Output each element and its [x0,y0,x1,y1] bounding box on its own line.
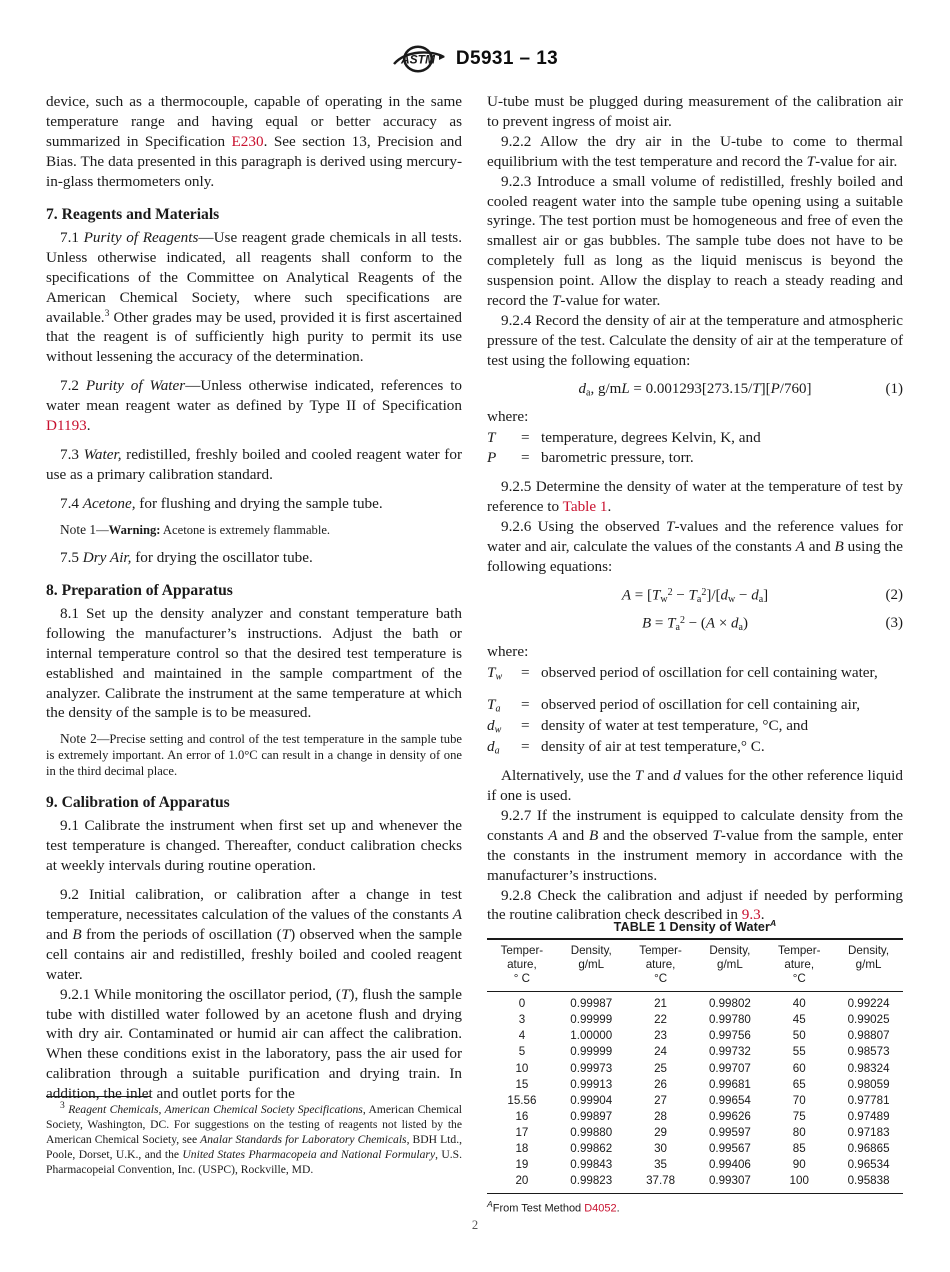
equation-3-body: $B = T_a^2 - (A \times d_a)$ [642,614,748,633]
text-run: . [86,417,91,435]
table-title-footnote-marker: A [770,918,777,928]
table-cell: 0.99567 [708,1142,751,1156]
table-row [487,1109,903,1125]
table-1-container [487,918,903,1215]
equation-1-number: (1) [885,380,903,397]
table-row [487,1060,903,1076]
text-run: ][ [760,380,771,397]
text-run: If the instrument is equipped to calculate density from the constants [487,806,903,844]
table-row [487,1044,903,1060]
symbol: T [487,429,496,447]
table-cell: 20 [515,1174,529,1188]
table-row [487,1028,903,1044]
clause-number: 9.2.1 [60,985,91,1003]
em-dash: — [96,522,109,537]
variable-a: A [452,906,462,924]
symbol-base: T [487,696,496,714]
definition-list-1 [487,428,903,468]
subscript-a: a [586,387,591,399]
variable-t: T [666,517,675,535]
table-body [487,992,903,1194]
equals-sign: = [521,737,530,755]
definition-text: barometric pressure, torr. [541,449,694,467]
definition-row [487,428,903,448]
paragraph-9-2-6 [487,517,903,577]
clause-number: 9.2.5 [501,478,532,496]
table-cell: 15 [515,1077,529,1091]
table-cell: 0.99756 [708,1029,751,1043]
where-label-1: where: [487,408,529,426]
text-run: -values and the reference values for water and air, calculate the values of the constants [487,517,903,555]
definition-text: observed period of oscillation for cell containing air, [541,696,861,714]
clause-number: 7.1 [60,228,79,246]
equation-1 [487,380,903,400]
text-run: ) observed when the sample cell contains air and redistilled, freshly boiled and cooled reagent water. [46,925,462,983]
equals-sign: = [521,696,530,714]
table-title-text: TABLE 1 Density of Water [613,920,771,935]
term-italic: Purity of Water [85,377,186,395]
paragraph-8-1 [46,604,462,723]
warning-label: Warning: [108,522,161,537]
section-heading-7: 7. Reagents and Materials [46,205,220,223]
variable-d: d [578,380,587,397]
equals-sign: = [521,429,530,447]
footnote-3 [46,1100,463,1178]
symbol-subscript: w [495,671,503,683]
table-cell: 4 [518,1029,526,1043]
text-run: —Unless otherwise indicated, references to water mean reagent water as defined by Type II of Specification [46,377,463,415]
clause-number: 7.2 [60,377,79,395]
table-cell: 0.99904 [570,1093,613,1107]
text-run: -value from the sample, enter the constants in the instrument memory in accordance with the manufacturer’s instructions. [487,826,903,884]
text-run: and [46,925,73,943]
table-cell: 65 [792,1077,806,1091]
text-run: ), flush the sample tube with distilled water followed by an acetone flush and drying with dry air. Contaminated or humid air can affect the calibration. When these conditions exist in the laboratory, pass the air used for calibration through a suitable purification and drying train. In addition, the inlet and outlet ports for the [46,985,462,1103]
reference-link-table-1[interactable]: Table 1 [562,497,608,515]
table-cell: 80 [792,1125,806,1139]
definition-list-2 [487,663,903,757]
table-cell: 40 [792,997,806,1011]
paragraph-7-3 [46,445,462,485]
paragraph-9-2-2 [487,132,903,172]
table-row [487,992,903,1013]
table-cell: 0.99597 [708,1125,751,1139]
table-cell: 22 [654,1013,668,1027]
paragraph-9-2-1 [46,985,462,1104]
astm-logo [392,44,446,74]
footnote-title-1: Reagent Chemicals, American Chemical Society Specifications [68,1103,363,1116]
clause-number: 9.2.4 [501,311,532,329]
text-run: , U.S. Pharmacopeial Convention, Inc. (USPC), Rockville, MD. [46,1147,462,1176]
section-heading-9: 9. Calibration of Apparatus [46,794,230,811]
table-cell: 25 [654,1061,668,1075]
table-cell: 0.99862 [570,1142,613,1156]
text-run: = 0.001293[273.15/ [629,380,753,397]
equation-3-number: (3) [885,614,903,631]
definition-text: density of water at test temperature, °C, and [541,716,809,734]
definition-row [487,737,903,758]
table-cell: 90 [792,1158,806,1172]
variable-t: T [806,152,816,170]
text-run: Other grades may be used, provided it is first ascertained that the reagent is of sufficiently high purity to permit its use without lessening the accuracy of the determination. [46,308,462,366]
table-cell: 100 [789,1174,809,1188]
note-2 [46,731,462,780]
table-row [487,1012,903,1028]
table-cell: 23 [654,1029,668,1043]
paragraph-7-1 [46,228,462,367]
footnote-divider [46,1096,150,1097]
right-column [487,92,903,925]
text-run: , American Chemical Society, Washington, DC. For suggestions on the testing of reagents not listed by the American Chemical Society, see [46,1103,462,1146]
unit-litre: L [621,380,630,397]
text-run: for flushing and drying the sample tube. [135,494,383,512]
variable-t: T [752,380,761,397]
footnote-marker: A [487,1199,493,1210]
equation-1-body [579,380,812,400]
symbol-subscript: a [495,703,501,715]
symbol [487,716,521,737]
table-cell: 0.96865 [847,1142,890,1156]
text-run: Set up the density analyzer and constant temperature bath following the manufacturer’s instructions. Adjust the bath or internal temperature control so that the desired test temperature is established and maintained in the sample compartment of the analyzer. Calibrate the instrument at the same temperature at which the density of the sample is to be measured. [46,604,462,722]
table-cell: 0.99025 [847,1013,890,1027]
table-cell: 0.97489 [847,1109,890,1123]
table-cell: 0 [518,997,526,1011]
definition-text: observed period of oscillation for cell containing water, [541,663,878,681]
table-row [487,1157,903,1173]
clause-number: 9.2.2 [501,132,532,150]
symbol [487,695,521,716]
table-cell: 0.96534 [847,1158,890,1172]
paragraph-continued [46,92,462,192]
clause-number: 8.1 [60,604,79,622]
table-cell: 0.99843 [570,1158,613,1172]
definition-row [487,695,903,716]
table-cell: 0.99999 [570,1013,613,1027]
column-header-temperature-1: Temper- ature, ° C [487,939,557,992]
paragraph-continued-right: U-tube must be plugged during measurement of the calibration air to prevent ingress of moist air. [487,93,903,130]
table-cell: 0.99880 [570,1125,613,1139]
column-header-temperature-3: Temper- ature, °C [764,939,834,992]
table-cell: 0.99780 [708,1013,751,1027]
table-cell: 24 [654,1045,668,1059]
term-italic: Acetone, [82,494,136,512]
table-cell: 21 [654,997,668,1011]
variable-t: T [634,767,644,785]
symbol-subscript: a [494,745,500,757]
table-cell: 85 [792,1142,806,1156]
clause-number: 7.3 [60,446,79,464]
paragraph-alternatively [487,766,903,806]
page-number: 2 [471,1218,479,1232]
definition-row [487,716,903,737]
document-designation: D5931 – 13 [455,48,559,69]
text-run: . See section 13, Precision and Bias. The data presented in this paragraph is derived using mercury-in-glass thermometers only. [46,132,462,190]
note-label [60,522,96,537]
text-run: using the following equations: [487,537,903,575]
table-cell: 0.98324 [847,1061,890,1075]
symbol-base: d [487,737,495,755]
table-1-title [487,918,903,938]
reference-link-d1193[interactable]: D1193 [46,417,87,435]
symbol-base: d [487,716,495,734]
text-run: and [557,826,589,844]
section-heading-8: 8. Preparation of Apparatus [46,581,233,599]
paragraph-9-2-7 [487,806,903,886]
table-cell: 0.95838 [847,1174,890,1188]
column-header-density-3: Density, g/mL [834,939,903,992]
table-cell: 26 [654,1077,668,1091]
term-italic: Dry Air, [82,548,132,566]
paragraph-9-2 [46,885,462,985]
table-cell: 0.99224 [847,997,890,1011]
table-cell: 35 [654,1158,668,1172]
footnote-title-3: United States Pharmacopeia and National Formulary [182,1147,436,1161]
paragraph-9-1 [46,816,462,876]
table-cell: 0.99307 [708,1174,751,1188]
table-cell: 70 [792,1093,806,1107]
table-row [487,1173,903,1194]
table-cell: 10 [515,1061,529,1075]
clause-number: 9.2.3 [501,172,532,190]
equals-sign: = [521,716,530,734]
table-cell: 17 [515,1125,529,1139]
text-run: and the observed [598,826,713,844]
table-cell: 0.99999 [570,1045,613,1059]
note-label [60,731,97,746]
equation-3 [487,614,903,634]
column-header-temperature-2: Temper- ature, °C [626,939,696,992]
text-run: Precise setting and control of the test temperature in the sample tube is extremely important. An error of 1.0°C can result in a change in density of one in the third decimal place. [46,732,462,779]
table-cell: 0.99987 [570,997,613,1011]
table-cell: 0.99626 [708,1109,751,1123]
left-column [46,92,462,1104]
paragraph-9-2-3 [487,172,903,311]
text-run: /760] [779,380,812,397]
paragraph-9-2-5 [487,477,903,517]
variable-d: d [673,767,681,785]
table-cell: 0.99406 [708,1158,751,1172]
text-run: , BDH Ltd., Poole, Dorset, U.K., and the [46,1132,463,1161]
text-run: Acetone is extremely flammable. [160,522,331,537]
table-cell: 60 [792,1061,806,1075]
text-run: . [760,906,765,924]
clause-number: 7.4 [60,494,79,512]
footnote-title-2: Analar Standards for Laboratory Chemicals [200,1132,407,1146]
variable-t: T [551,292,561,310]
symbol-subscript: w [494,724,502,736]
text-run: -value for air. [815,152,898,170]
paragraph-7-4 [46,494,462,514]
text-run: device, such as a thermocouple, capable of operating in the same temperature range and having equal or better accuracy as summarized in Specification [46,93,462,150]
text-run: -value for water. [560,292,661,310]
equation-2 [487,586,903,606]
text-run: Initial calibration, or calibration after a change in test temperature, necessitates calculation of the values of the constants [46,886,462,924]
clause-number: 9.2 [60,886,79,904]
table-cell: 0.99913 [570,1077,613,1091]
note-label-text: Note 1 [60,521,97,537]
variable-a: A [548,826,558,844]
symbol [487,737,521,758]
footnote-number: 3 [60,1100,65,1112]
symbol-base: T [487,663,496,681]
table-cell: 27 [654,1093,668,1107]
table-cell: 55 [792,1045,806,1059]
text-run: redistilled, freshly boiled and cooled reagent water for use as a primary calibration standard. [46,446,463,483]
reference-link-9-3[interactable]: 9.3 [741,906,761,924]
table-cell: 0.99654 [708,1093,751,1107]
table-cell: 0.99897 [570,1109,613,1123]
table-cell: 28 [654,1109,668,1123]
variable-b: B [834,537,844,555]
clause-number: 9.2.7 [501,806,532,824]
footnote-marker[interactable]: 3 [104,307,110,319]
table-1-footnote [487,1194,903,1215]
equals-sign: = [521,449,530,467]
text-run: Allow the dry air in the U-tube to come to thermal equilibrium with the test temperature and record the [487,132,903,170]
table-cell: 0.99973 [570,1061,613,1075]
text-run: —Use reagent grade chemicals in all tests. Unless otherwise indicated, all reagents shall conform to the specifications of the Committee on Analytical Reagents of the American Chemical Society, where such specifications are available. [46,228,463,326]
definition-row [487,663,903,684]
table-row [487,1141,903,1157]
table-cell: 30 [654,1142,668,1156]
table-cell: 0.97781 [847,1093,890,1107]
em-dash: — [96,732,110,747]
variable-b: B [72,925,82,943]
column-header-density-2: Density, g/mL [695,939,764,992]
text-run: Check the calibration and adjust if needed by performing the routine calibration check described in [487,886,903,924]
text-run: and [643,767,674,785]
table-cell: 0.98059 [847,1077,890,1091]
table-cell: 0.99802 [708,997,751,1011]
paragraph-7-5 [46,548,462,568]
text-run: from the periods of oscillation ( [81,925,282,943]
table-cell: 3 [518,1013,526,1027]
table-1 [487,938,903,1194]
clause-number: 9.2.6 [501,517,532,535]
paragraph-7-2 [46,376,462,436]
variable-t: T [340,985,350,1003]
variable-a: A [795,537,805,555]
text-run: , g/m [590,380,622,397]
table-cell: 50 [792,1029,806,1043]
text-run: Introduce a small volume of redistilled, freshly boiled and cooled reagent water into the sample tube opening using a suitable syringe. The test portion must be homogeneous and free of even the smallest air or gas bubbles. The sample tube does not have to be completely full as long as the liquid meniscus is beyond the suspension point. Allow the display to reach a steady reading and record the [487,172,903,310]
definition-text: density of air at test temperature,° C. [541,737,765,755]
table-cell: 37.78 [646,1174,676,1188]
clause-number: 7.5 [60,548,79,566]
table-header-row [487,939,903,992]
text-run: From Test Method [492,1202,585,1215]
symbol: P [487,449,497,467]
clause-number: 9.1 [60,817,79,835]
paragraph-9-2-4 [487,311,903,371]
table-row [487,1125,903,1141]
table-cell: 0.99732 [708,1045,751,1059]
equation-2-body: $A = [T_w^2 - T_a^2]/[d_w - d_a]$ [621,586,769,605]
text-run: Calibrate the instrument when first set up and whenever the test temperature is changed. Thereafter, conduct calibration checks at weekly intervals during routine operation. [46,817,462,875]
reference-link-d4052[interactable]: D4052 [584,1202,617,1215]
where-label-2: where: [487,642,529,660]
text-run: values for the other reference liquid if one is used. [487,767,903,805]
table-cell: 19 [515,1158,529,1172]
text-run: . [616,1202,620,1215]
page-header [0,44,950,74]
note-1 [46,522,462,539]
note-label-text: Note 2 [60,731,97,747]
variable-t: T [281,925,291,943]
text-run: While monitoring the oscillator period, ( [90,985,341,1003]
equals-sign: = [521,663,530,681]
table-row [487,1093,903,1109]
variable-p: P [770,380,780,397]
text-run: . [607,497,612,515]
variable-t: T [712,826,721,844]
definition-row [487,448,903,468]
table-cell: 0.99681 [708,1077,751,1091]
table-row [487,1077,903,1093]
text-run: and [804,537,835,555]
column-header-density-1: Density, g/mL [557,939,626,992]
reference-link-e230[interactable]: E230 [231,132,264,150]
table-cell: 0.98807 [847,1029,890,1043]
definition-text: temperature, degrees Kelvin, K, and [541,429,761,447]
text-run: Record the density of air at the temperature and atmospheric pressure of the test. Calculate the density of air at the temperature of test using the following equation: [487,311,903,369]
svg-text:ASTM: ASTM [400,52,435,67]
text-run: Determine the density of water at the temperature of test by reference to [487,478,903,515]
table-cell: 1.00000 [570,1029,613,1043]
text-run: for drying the oscillator tube. [131,548,313,566]
table-cell: 16 [515,1109,529,1123]
term-italic: Purity of Reagents [83,228,199,246]
table-cell: 18 [515,1142,529,1156]
table-cell: 0.99707 [708,1061,751,1075]
equation-2-number: (2) [885,586,903,603]
table-head [487,939,903,992]
clause-number: 9.2.8 [501,886,532,904]
table-cell: 29 [654,1125,668,1139]
variable-b: B [588,826,599,844]
text-run: Alternatively, use the [501,767,635,785]
table-cell: 0.98573 [847,1045,890,1059]
table-cell: 45 [792,1013,806,1027]
text-run: Using the observed [531,517,667,535]
table-cell: 0.99823 [570,1174,613,1188]
table-cell: 15.56 [507,1093,537,1107]
table-cell: 0.97183 [847,1125,890,1139]
table-cell: 75 [792,1109,806,1123]
symbol [487,663,521,684]
table-cell: 5 [518,1045,526,1059]
term-italic: Water, [83,446,122,464]
